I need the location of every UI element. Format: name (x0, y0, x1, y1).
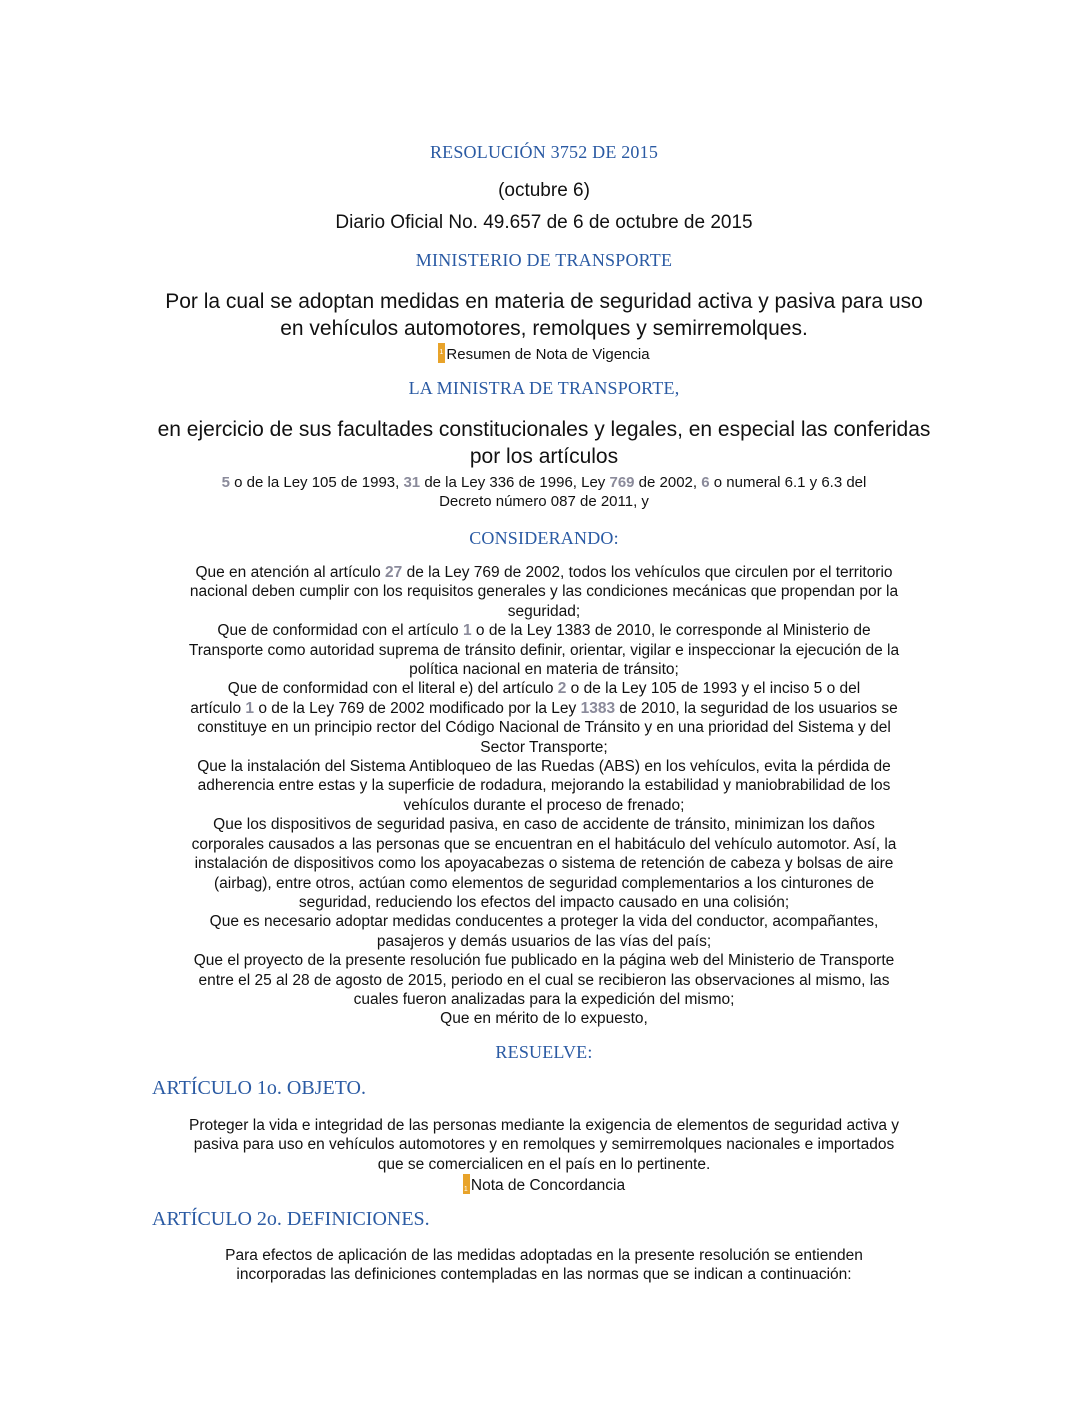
considerando-p6-line: pasajeros y demás usuarios de las vías del país; (376, 932, 712, 950)
expand-marker-icon[interactable]: 1 (463, 1174, 470, 1194)
article-1-line: que se comercialicen en el país en lo pertinente. (377, 1155, 711, 1173)
article-2-body (0, 1246, 1088, 1285)
ministry-heading: MINISTERIO DE TRANSPORTE (415, 250, 673, 270)
text: Que en atención al artículo (195, 564, 386, 581)
resolution-date: (octubre 6) (498, 180, 590, 201)
ref-link[interactable]: 1383 (580, 699, 616, 717)
legal-text: o numeral 6.1 y 6.3 del (709, 474, 867, 491)
considerando-p2-line (0, 621, 1088, 640)
text: o de la Ley 1383 de 2010, le corresponde al Ministerio de (471, 622, 871, 640)
ref-link[interactable]: 27 (385, 564, 403, 581)
powers-line-1: en ejercicio de sus facultades constitucionales y legales, en especial las conferidas (157, 418, 931, 441)
considerando-p3-line (0, 699, 1088, 718)
article-2-line: incorporadas las definiciones contempladas en las normas que se indican a continuación: (236, 1266, 852, 1284)
considerando-p4-line: vehículos durante el proceso de frenado; (403, 796, 685, 814)
article-1-line: Proteger la vida e integridad de las personas mediante la exigencia de elementos de seguridad activa y (189, 1117, 899, 1134)
authority-heading: LA MINISTRA DE TRANSPORTE, (408, 378, 680, 398)
text: o de la Ley 769 de 2002 modificado por la Ley (254, 699, 581, 717)
text: artículo (190, 699, 246, 717)
legal-basis (0, 473, 1088, 511)
considerando-p5-line: Que los dispositivos de seguridad pasiva, en caso de accidente de tránsito, minimizan los daños (213, 816, 875, 834)
text: de 2010, la seguridad de los usuarios se (615, 699, 898, 717)
ref-link[interactable]: 31 (403, 474, 421, 491)
article-2-line: Para efectos de aplicación de las medidas adoptadas en la presente resolución se entienden (225, 1247, 863, 1264)
considerando-p7-line: cuales fueron analizadas para la expedición del mismo; (353, 990, 735, 1008)
nota-vigencia-link[interactable] (0, 343, 1088, 363)
considerando-p5-line: (airbag), entre otros, actúan como elementos de seguridad complementarios a los cinturones de (214, 874, 874, 892)
legal-basis-line-2: Decreto número 087 de 2011, y (439, 493, 649, 510)
considerando-p5-line: corporales causados a las personas que se encuentran en el habitáculo del vehículo automotor. Así, la (191, 835, 897, 853)
considerando-p8-line: Que en mérito de lo expuesto, (440, 1010, 648, 1028)
considerando-p1-line: seguridad; (507, 602, 581, 620)
considerando-heading: CONSIDERANDO: (469, 528, 619, 548)
considerando-p6-line: Que es necesario adoptar medidas conducentes a proteger la vida del conductor, acompañantes, (209, 913, 879, 931)
considerando-p3-line: Sector Transporte; (480, 738, 608, 756)
ref-link[interactable]: 769 (609, 474, 635, 491)
considerando-body (0, 563, 1088, 1029)
ref-link[interactable]: 5 (221, 474, 230, 491)
considerando-p3-line: constituye en un principio rector del Código Nacional de Tránsito y en una prioridad del Sistema y del (197, 719, 891, 737)
ref-link[interactable]: 1 (245, 699, 255, 717)
text: Que de conformidad con el artículo (217, 622, 463, 640)
considerando-p2-line: Transporte como autoridad suprema de tránsito definir, orientar, vigilar e inspeccionar la ejecución de la (188, 641, 900, 659)
diario-oficial: Diario Oficial No. 49.657 de 6 de octubre de 2015 (335, 212, 753, 233)
powers-line-2: por los artículos (469, 445, 619, 468)
article-1-heading: ARTÍCULO 1o. OBJETO. (152, 1077, 366, 1099)
text: de la Ley 769 de 2002, todos los vehículos que circulen por el territorio (402, 564, 893, 581)
article-2-heading: ARTÍCULO 2o. DEFINICIONES. (152, 1208, 430, 1230)
resolution-title: RESOLUCIÓN 3752 DE 2015 (429, 142, 659, 162)
nota-concordancia-label[interactable]: Nota de Concordancia (470, 1177, 626, 1195)
text: Que de conformidad con el literal e) del artículo (227, 680, 558, 698)
considerando-p1-line (0, 563, 1088, 582)
considerando-p2-line: política nacional en materia de tránsito; (409, 661, 679, 679)
considerando-p3-line (0, 679, 1088, 698)
nota-vigencia-label[interactable]: Resumen de Nota de Vigencia (446, 346, 650, 363)
subject-title (0, 288, 1088, 342)
considerando-p4-line: Que la instalación del Sistema Antibloqueo de las Ruedas (ABS) en los vehículos, evita la pérdida de (197, 758, 891, 776)
ref-link[interactable]: 2 (557, 680, 567, 698)
legal-text: o de la Ley 105 de 1993, (229, 474, 404, 491)
considerando-p7-line: entre el 25 al 28 de agosto de 2015, periodo en el cual se recibieron las observaciones al mismo, las (198, 971, 890, 989)
considerando-p5-line: seguridad, reduciendo los efectos del impacto causado en una colisión; (298, 893, 790, 911)
ref-link[interactable]: 1 (462, 622, 472, 640)
subject-line-2: en vehículos automotores, remolques y semirremolques. (280, 317, 808, 340)
considerando-p5-line: instalación de dispositivos como los apoyacabezas o sistema de retención de cabeza y bolsas de aire (194, 855, 894, 873)
subject-line-1: Por la cual se adoptan medidas en materia de seguridad activa y pasiva para uso (165, 290, 923, 313)
legal-text: de la Ley 336 de 1996, Ley (420, 474, 610, 491)
nota-concordancia-link[interactable] (0, 1174, 1088, 1195)
text: o de la Ley 105 de 1993 y el inciso 5 o del (566, 680, 861, 698)
expand-marker-icon[interactable]: 1 (438, 343, 445, 363)
considerando-p4-line: adherencia entre estas y la superficie de rodadura, mejorando la estabilidad y maniobrabilidad de los (197, 777, 891, 795)
considerando-p1-line: nacional deben cumplir con los requisitos generales y las condiciones mecánicas que propendan por la (189, 583, 899, 601)
ref-link[interactable]: 6 (701, 474, 710, 491)
considerando-p7-line: Que el proyecto de la presente resolución fue publicado en la página web del Ministerio de Transporte (193, 952, 895, 970)
article-1-line: pasiva para uso en vehículos automotores y en remolques y semirremolques nacionales e importados (193, 1136, 895, 1154)
powers-text (0, 416, 1088, 470)
legal-text: de 2002, (634, 474, 702, 491)
resuelve-heading: RESUELVE: (495, 1042, 593, 1062)
article-1-body (0, 1116, 1088, 1196)
legal-basis-line-1 (0, 473, 1088, 492)
